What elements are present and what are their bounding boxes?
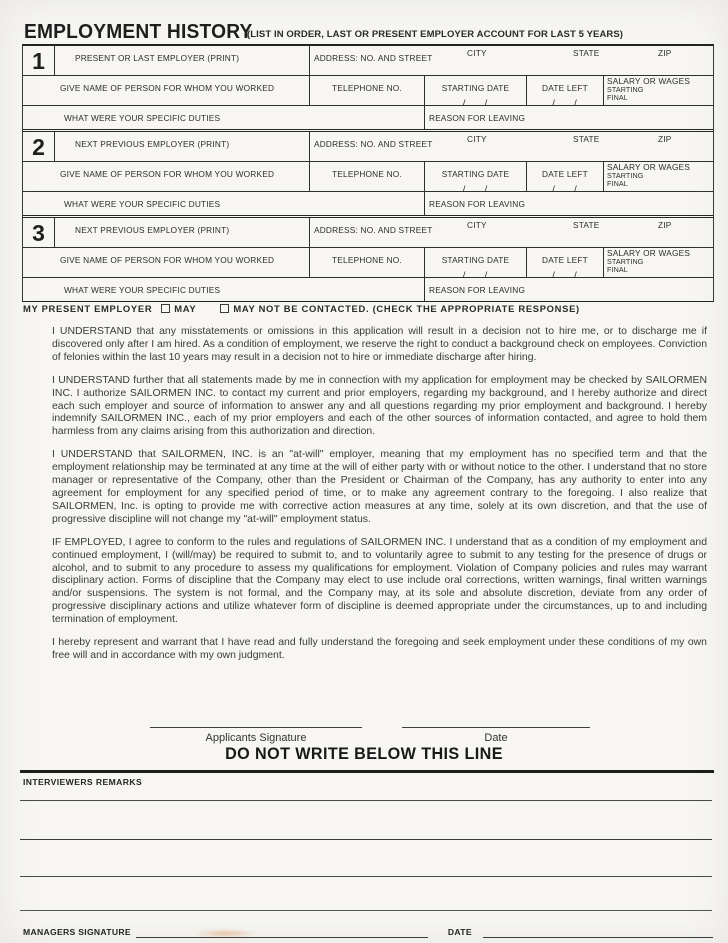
starting-date-field[interactable] <box>424 162 526 195</box>
salary-field[interactable] <box>603 248 713 277</box>
reason-leaving-field[interactable] <box>424 192 713 215</box>
signature-date-label: Date <box>484 732 508 744</box>
telephone-field[interactable] <box>309 76 424 105</box>
may-not-checkbox[interactable] <box>220 304 229 313</box>
address-label: ADDRESS: NO. AND STREET <box>314 53 433 63</box>
zip-label: ZIP <box>658 220 672 230</box>
city-label: CITY <box>467 220 487 230</box>
divider-rule <box>20 770 714 773</box>
person-label: GIVE NAME OF PERSON FOR WHOM YOU WORKED <box>60 83 275 93</box>
employer-number: 2 <box>23 132 55 161</box>
do-not-write-divider: DO NOT WRITE BELOW THIS LINE <box>225 745 503 763</box>
employer-block-2 <box>23 132 713 218</box>
telephone-label: TELEPHONE NO. <box>332 169 402 179</box>
date-left-field[interactable] <box>526 76 603 109</box>
managers-signature-line[interactable] <box>136 928 428 938</box>
salary-label: SALARY OR WAGES <box>607 248 691 258</box>
employer-name-field[interactable] <box>23 132 309 161</box>
person-worked-for-field[interactable] <box>23 162 309 191</box>
employer-label: PRESENT OR LAST EMPLOYER (PRINT) <box>75 53 240 63</box>
employer-block-3 <box>23 218 713 301</box>
address-field[interactable] <box>309 218 713 247</box>
legal-paragraphs <box>52 326 707 673</box>
reason-label: REASON FOR LEAVING <box>429 285 526 295</box>
salary-starting-label: STARTING <box>607 257 644 267</box>
reason-leaving-field[interactable] <box>424 278 713 301</box>
employer-name-field[interactable] <box>23 218 309 247</box>
may-label: MAY <box>174 303 197 314</box>
remarks-line[interactable] <box>20 800 712 801</box>
date-left-label: DATE LEFT <box>542 83 588 93</box>
date-left-label: DATE LEFT <box>542 255 588 265</box>
telephone-label: TELEPHONE NO. <box>332 255 402 265</box>
paragraph-if-employed: IF EMPLOYED, I agree to conform to the rules and regulations of SAILORMEN INC. I understand that as a condition of my employment and continued employment, I (will/may) be required to submit to, and to voluntarily agree to submit to any testing for the presence of drugs or alcohol, and to submit to any procedure to assess my qualifications for employment. Violation of Company policies and rules may warrant disciplinary action. Forms of discipline that the Company may elect to use include oral corrections, written warnings, final written warnings and/or suspensions. The system is not formal, and the Company may, at its sole and absolute discretion, deviate from any order of progressive disciplinary actions and utilize whatever form of discipline is deemed appropriate under the circumstances, up to and including termination of employment. <box>52 536 707 626</box>
employer-number: 1 <box>23 46 55 75</box>
state-label: STATE <box>573 220 600 230</box>
salary-label: SALARY OR WAGES <box>607 76 691 86</box>
salary-field[interactable] <box>603 76 713 105</box>
person-worked-for-field[interactable] <box>23 76 309 105</box>
date-left-field[interactable] <box>526 248 603 281</box>
employer-name-field[interactable] <box>23 46 309 75</box>
contact-prefix-label: MY PRESENT EMPLOYER <box>23 303 153 314</box>
address-field[interactable] <box>309 46 713 75</box>
salary-final-label: FINAL <box>607 93 628 103</box>
managers-row <box>23 926 713 938</box>
state-label: STATE <box>573 134 600 144</box>
may-not-label: MAY NOT BE CONTACTED. (CHECK THE APPROPRIATE RESPONSE) <box>233 303 580 314</box>
employer-block-1 <box>23 46 713 132</box>
date-slashes: / / <box>552 184 578 195</box>
page-title: EMPLOYMENT HISTORY <box>24 21 253 43</box>
salary-field[interactable] <box>603 162 713 191</box>
managers-date-label: DATE <box>447 927 472 937</box>
managers-date-line[interactable] <box>483 928 713 938</box>
salary-starting-label: STARTING <box>607 85 644 95</box>
telephone-field[interactable] <box>309 248 424 277</box>
duties-label: WHAT WERE YOUR SPECIFIC DUTIES <box>64 199 221 209</box>
starting-date-field[interactable] <box>424 248 526 281</box>
date-slashes: / / <box>552 270 578 281</box>
interviewers-remarks-label: INTERVIEWERS REMARKS <box>23 777 143 787</box>
person-worked-for-field[interactable] <box>23 248 309 277</box>
remarks-line[interactable] <box>20 839 712 840</box>
remarks-line[interactable] <box>20 910 712 911</box>
starting-date-label: STARTING DATE <box>441 169 510 179</box>
date-slashes: / / <box>462 184 489 195</box>
employer-label: NEXT PREVIOUS EMPLOYER (PRINT) <box>75 225 230 235</box>
date-slashes: / / <box>462 270 489 281</box>
date-slashes: / / <box>552 98 578 109</box>
paragraph-represent-warrant: I hereby represent and warrant that I have read and fully understand the foregoing and seek employment under these conditions of my own free will and in accordance with my own judgment. <box>52 637 707 661</box>
remarks-line[interactable] <box>20 876 712 877</box>
zip-label: ZIP <box>658 48 672 58</box>
employer-contact-line <box>23 303 580 314</box>
employer-label: NEXT PREVIOUS EMPLOYER (PRINT) <box>75 139 230 149</box>
title-note: (LIST IN ORDER, LAST OR PRESENT EMPLOYER ACCOUNT FOR LAST 5 YEARS) <box>247 29 624 40</box>
address-label: ADDRESS: NO. AND STREET <box>314 225 433 235</box>
applicant-signature-line[interactable] <box>150 727 362 746</box>
zip-label: ZIP <box>658 134 672 144</box>
salary-final-label: FINAL <box>607 265 628 275</box>
address-label: ADDRESS: NO. AND STREET <box>314 139 433 149</box>
managers-signature-label: MANAGERS SIGNATURE <box>23 927 131 937</box>
telephone-label: TELEPHONE NO. <box>332 83 402 93</box>
duties-label: WHAT WERE YOUR SPECIFIC DUTIES <box>64 285 221 295</box>
date-slashes: / / <box>462 98 489 109</box>
city-label: CITY <box>467 48 487 58</box>
may-checkbox[interactable] <box>161 304 170 313</box>
employer-number: 3 <box>23 218 55 247</box>
applicant-signature-label: Applicants Signature <box>205 732 307 744</box>
date-left-label: DATE LEFT <box>542 169 588 179</box>
signature-date-line[interactable] <box>402 727 590 746</box>
starting-date-field[interactable] <box>424 76 526 109</box>
reason-label: REASON FOR LEAVING <box>429 113 526 123</box>
duties-field[interactable] <box>23 278 424 301</box>
salary-label: SALARY OR WAGES <box>607 162 691 172</box>
duties-label: WHAT WERE YOUR SPECIFIC DUTIES <box>64 113 221 123</box>
telephone-field[interactable] <box>309 162 424 191</box>
salary-starting-label: STARTING <box>607 171 644 181</box>
paragraph-misstatements: I UNDERSTAND that any misstatements or omissions in this application will result in a decision not to hire me, or to discharge me if discovered only after I am hired. As a condition of employment, we reserve the right to conduct a background check on employees. Conviction of felonies within the last 10 years may result in a decision not to hire or immediate discharge after hiring. <box>52 326 708 363</box>
reason-label: REASON FOR LEAVING <box>429 199 526 209</box>
city-label: CITY <box>467 134 487 144</box>
duties-field[interactable] <box>23 192 424 215</box>
paragraph-at-will: I UNDERSTAND that SAILORMEN, INC. is an "at-will" employer, meaning that my employment has no specified term and that the employment relationship may be terminated at any time at the will of either party with or without notice to the other. I understand that no store manager or representative of the Company, other than the President or Chairman of the Company, has any authority to enter into any agreement for employment for any specified period of time, or to make any agreement contrary to the foregoing. I also realize that SAILORMEN, Inc. is opting to provide me with corrective action measures at any time, solely at its own discretion, and that the use of progressive discipline will not change my "at-will" employment status. <box>52 449 707 525</box>
duties-field[interactable] <box>23 106 424 129</box>
state-label: STATE <box>573 48 600 58</box>
date-left-field[interactable] <box>526 162 603 195</box>
starting-date-label: STARTING DATE <box>441 255 510 265</box>
employment-history-table <box>22 44 714 302</box>
paragraph-background-check: I UNDERSTAND further that all statements made by me in connection with my application for employment may be checked by SAILORMEN INC. I authorize SAILORMEN INC. to contact my current and prior employers, regarding my background, and I hereby authorize and direct each such employer and source of information to answer any and all questions regarding my prior employment and background. I hereby indemnify SAILORMEN INC., each of my prior employers and each of the other sources of information contacted, and agree to hold them harmless from any claims arising from this authorization and direction. <box>52 374 707 438</box>
address-field[interactable] <box>309 132 713 161</box>
person-label: GIVE NAME OF PERSON FOR WHOM YOU WORKED <box>60 169 275 179</box>
person-label: GIVE NAME OF PERSON FOR WHOM YOU WORKED <box>60 255 275 265</box>
reason-leaving-field[interactable] <box>424 106 713 129</box>
starting-date-label: STARTING DATE <box>441 83 510 93</box>
salary-final-label: FINAL <box>607 179 628 189</box>
